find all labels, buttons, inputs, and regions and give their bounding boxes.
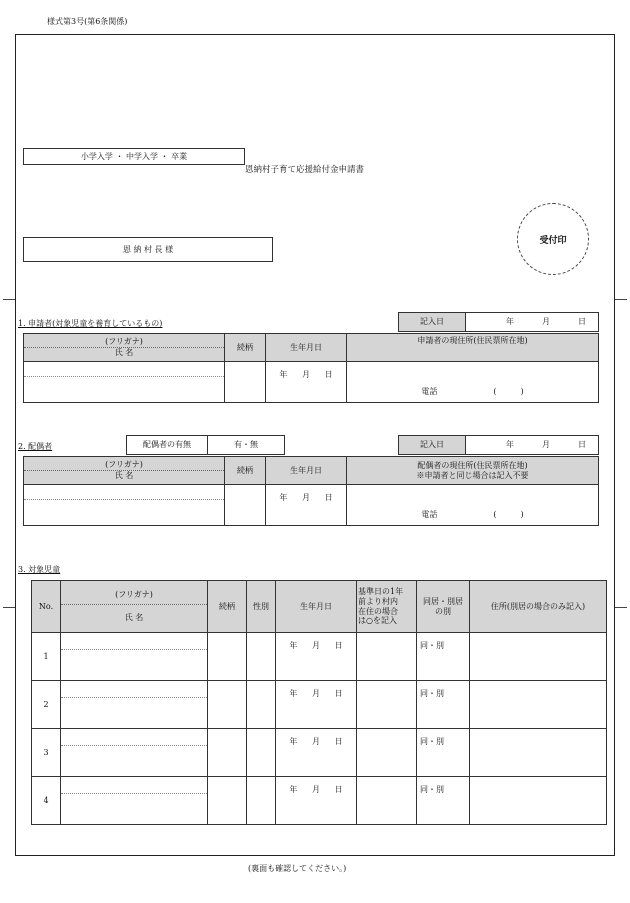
day-label: 日 (334, 737, 343, 746)
day-label: 日 (578, 440, 586, 450)
year-label: 年 (289, 641, 298, 650)
birthdate-header: 生年月日 (266, 334, 347, 362)
year-label: 年 (289, 785, 298, 794)
birthdate-header: 生年月日 (276, 581, 357, 633)
form-title: 恩納村子育て応援給付金申請書 (245, 165, 365, 175)
spouse-birthdate-field[interactable] (266, 485, 347, 526)
margin-tick (3, 607, 15, 608)
entry-date-field[interactable] (466, 313, 599, 332)
section3-heading: 3. 対象児童 (18, 565, 61, 574)
child-residency-field[interactable] (357, 681, 417, 729)
entry-date-label: 記入日 (399, 436, 466, 455)
spouse-relation-field[interactable] (225, 485, 266, 526)
child-cohab-field[interactable]: 同・別 (417, 633, 470, 681)
residency-header-line4: は○を記入 (358, 616, 397, 626)
row-number: 3 (32, 729, 61, 777)
furigana-label: (フリガナ) (24, 337, 224, 348)
table-row (32, 729, 607, 777)
cohab-header-line1: 同居・別居 (423, 596, 463, 606)
child-birthdate-field[interactable] (276, 681, 357, 729)
day-label: 日 (578, 317, 586, 327)
row-number: 4 (32, 777, 61, 825)
birthdate-header: 生年月日 (266, 457, 347, 485)
month-label: 月 (311, 737, 320, 746)
addressee-text: 恩 納 村 長 様 (122, 245, 174, 254)
table-row (32, 777, 607, 825)
child-gender-field[interactable] (247, 681, 276, 729)
entry-date-label: 記入日 (399, 313, 466, 332)
child-address-field[interactable] (470, 729, 607, 777)
relation-header: 続柄 (225, 457, 266, 485)
gender-header: 性別 (247, 581, 276, 633)
relation-header: 続柄 (225, 334, 266, 362)
spouse-address-header-line2: ※申請者と同じ場合は記入不要 (416, 470, 529, 480)
child-birthdate-field[interactable] (276, 729, 357, 777)
child-name-field[interactable] (61, 777, 208, 825)
reception-stamp-circle (517, 203, 589, 275)
no-header: No. (32, 581, 61, 633)
name-label: 氏 名 (114, 471, 134, 480)
section1-entry-date (398, 312, 599, 332)
day-label: 日 (334, 689, 343, 698)
year-label: 年 (279, 493, 288, 502)
child-address-field[interactable] (470, 633, 607, 681)
applicant-relation-field[interactable] (225, 362, 266, 403)
spouse-name-header (24, 457, 225, 485)
spouse-presence-label: 配偶者の有無 (127, 436, 208, 455)
cohab-header-line2: の別 (435, 606, 451, 616)
name-label: 氏 名 (114, 348, 134, 357)
applicant-address-header: 申請者の現住所(住民票所在地) (347, 334, 599, 362)
child-cohab-field[interactable]: 同・別 (417, 681, 470, 729)
month-label: 月 (311, 689, 320, 698)
day-label: 日 (334, 641, 343, 650)
section1-heading: 1. 申請者(対象児童を養育しているもの) (18, 319, 163, 328)
child-relation-field[interactable] (208, 681, 247, 729)
table-row (32, 633, 607, 681)
month-label: 月 (301, 370, 310, 379)
child-birthdate-field[interactable] (276, 633, 357, 681)
year-label: 年 (506, 317, 514, 327)
child-name-field[interactable] (61, 681, 208, 729)
day-label: 日 (324, 370, 333, 379)
year-label: 年 (279, 370, 288, 379)
applicant-name-field[interactable] (24, 362, 225, 403)
spouse-address-field[interactable] (347, 485, 599, 526)
section3-children-table (31, 580, 607, 825)
day-label: 日 (334, 785, 343, 794)
residency-header-line3: 在住の場合 (358, 606, 398, 616)
child-name-field[interactable] (61, 729, 208, 777)
month-label: 月 (542, 317, 550, 327)
child-relation-field[interactable] (208, 777, 247, 825)
spouse-address-header (347, 457, 599, 485)
phone-parens: ( ) (493, 387, 524, 397)
applicant-name-header (24, 334, 225, 362)
year-label: 年 (289, 689, 298, 698)
child-name-header (61, 581, 208, 633)
year-label: 年 (506, 440, 514, 450)
child-birthdate-field[interactable] (276, 777, 357, 825)
relation-header: 続柄 (208, 581, 247, 633)
row-number: 1 (32, 633, 61, 681)
year-label: 年 (289, 737, 298, 746)
section1-applicant-table (23, 333, 599, 403)
residency-header (357, 581, 417, 633)
margin-tick (3, 299, 15, 300)
phone-parens: ( ) (493, 510, 524, 520)
applicant-birthdate-field[interactable] (266, 362, 347, 403)
child-address-header: 住所(別居の場合のみ記入) (470, 581, 607, 633)
child-gender-field[interactable] (247, 633, 276, 681)
furigana-label: (フリガナ) (61, 590, 207, 605)
section2-spouse-table (23, 456, 599, 526)
spouse-presence-table (126, 435, 285, 455)
child-cohab-field[interactable]: 同・別 (417, 777, 470, 825)
margin-tick (615, 607, 627, 608)
child-residency-field[interactable] (357, 777, 417, 825)
child-relation-field[interactable] (208, 633, 247, 681)
entry-date-field[interactable] (466, 436, 599, 455)
child-address-field[interactable] (470, 681, 607, 729)
child-cohab-field[interactable]: 同・別 (417, 729, 470, 777)
child-gender-field[interactable] (247, 729, 276, 777)
section2-entry-date (398, 435, 599, 455)
form-number: 様式第3号(第6条関係) (47, 17, 128, 26)
name-label: 氏 名 (124, 613, 144, 622)
row-number: 2 (32, 681, 61, 729)
furigana-label: (フリガナ) (24, 460, 224, 471)
child-gender-field[interactable] (247, 777, 276, 825)
stamp-label: 受付印 (539, 235, 567, 246)
child-residency-field[interactable] (357, 729, 417, 777)
cohabitation-header (417, 581, 470, 633)
child-name-field[interactable] (61, 633, 208, 681)
child-residency-field[interactable] (357, 633, 417, 681)
margin-tick (615, 299, 627, 300)
month-label: 月 (311, 641, 320, 650)
spouse-address-header-line1: 配偶者の現住所(住民票所在地) (417, 460, 528, 470)
footer-note: (裏面も確認してください。) (248, 864, 347, 873)
spouse-presence-value[interactable]: 有・無 (208, 436, 285, 455)
addressee-box (23, 237, 273, 262)
section2-heading: 2. 配偶者 (18, 442, 53, 451)
month-label: 月 (542, 440, 550, 450)
month-label: 月 (311, 785, 320, 794)
spouse-name-field[interactable] (24, 485, 225, 526)
table-row (32, 681, 607, 729)
child-address-field[interactable] (470, 777, 607, 825)
residency-header-line1: 基準日の1年 (358, 587, 404, 597)
month-label: 月 (301, 493, 310, 502)
child-relation-field[interactable] (208, 729, 247, 777)
category-options[interactable]: 小学入学 ・ 中学入学 ・ 卒業 (23, 148, 245, 165)
phone-label: 電話 (421, 387, 438, 397)
phone-label: 電話 (421, 510, 438, 520)
day-label: 日 (324, 493, 333, 502)
applicant-address-field[interactable] (347, 362, 599, 403)
residency-header-line2: 前より村内 (358, 596, 398, 606)
